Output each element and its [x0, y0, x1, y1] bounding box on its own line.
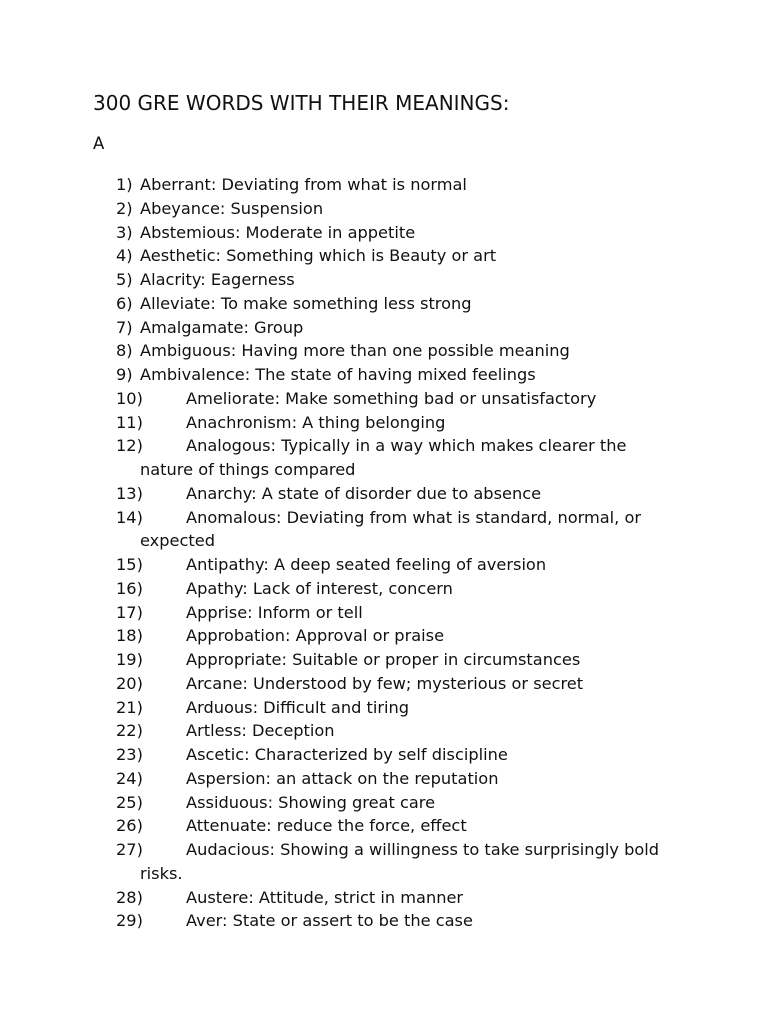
list-item [0, 292, 768, 316]
item-text: Aesthetic: Something which is Beauty or art [140, 246, 497, 266]
list-item [0, 173, 768, 197]
item-number: 23) [116, 745, 143, 764]
item-text: Abstemious: Moderate in appetite [140, 222, 416, 242]
list-item [0, 553, 768, 577]
item-number: 9) [116, 365, 133, 384]
item-number: 14) [116, 507, 143, 527]
item-text: Ambivalence: The state of having mixed feelings [140, 365, 536, 384]
list-item [0, 696, 768, 720]
item-number: 28) [116, 887, 143, 907]
item-text: Arcane: Understood by few; mysterious or secret [186, 673, 584, 693]
document-title: 300 GRE WORDS WITH THEIR MEANINGS: [93, 91, 510, 115]
list-item [0, 221, 768, 245]
section-heading: A [93, 134, 105, 153]
item-number: 25) [116, 792, 143, 812]
item-number: 10) [116, 388, 143, 408]
item-number: 4) [116, 246, 133, 266]
item-text: Ambiguous: Having more than one possible meaning [140, 341, 570, 361]
list-item [0, 339, 768, 363]
item-text: Ascetic: Characterized by self discipline [186, 745, 508, 764]
item-text: Austere: Attitude, strict in manner [186, 887, 464, 907]
item-text: Aberrant: Deviating from what is normal [140, 175, 467, 194]
list-item [0, 316, 768, 340]
item-number: 16) [116, 578, 143, 598]
list-item [0, 411, 768, 435]
item-number: 11) [116, 412, 143, 432]
item-number: 26) [116, 816, 143, 836]
list-item [0, 909, 768, 933]
list-item [0, 387, 768, 411]
item-text: Aver: State or assert to be the case [186, 911, 473, 931]
item-text: Apathy: Lack of interest, concern [186, 578, 453, 598]
item-number: 29) [116, 911, 143, 931]
list-item [0, 719, 768, 743]
item-number: 18) [116, 626, 143, 646]
item-text: Abeyance: Suspension [140, 198, 324, 218]
item-text: Alleviate: To make something less strong [140, 293, 472, 313]
item-text: Arduous: Difficult and tiring [186, 697, 410, 717]
item-text: Assiduous: Showing great care [186, 792, 436, 812]
item-number: 12) [116, 436, 143, 456]
list-item [0, 624, 768, 648]
item-text: Ameliorate: Make something bad or unsatisfactory [186, 388, 597, 408]
item-text: Aspersion: an attack on the reputation [186, 768, 499, 788]
item-text: Appropriate: Suitable or proper in circumstances [186, 650, 581, 669]
list-item [0, 506, 768, 554]
item-number: 20) [116, 673, 143, 693]
item-text: Apprise: Inform or tell [186, 602, 363, 622]
item-text: Analogous: Typically in a way which makes clearer the nature of things compared [140, 436, 627, 479]
item-text: Artless: Deception [186, 721, 335, 741]
item-number: 2) [116, 198, 133, 218]
list-item [0, 672, 768, 696]
item-number: 6) [116, 293, 133, 313]
item-text: Anarchy: A state of disorder due to absence [186, 483, 542, 503]
item-text: Antipathy: A deep seated feeling of aversion [186, 555, 547, 574]
item-text: Amalgamate: Group [140, 317, 304, 337]
item-number: 3) [116, 222, 133, 242]
list-item [0, 791, 768, 815]
word-list [0, 173, 768, 933]
list-item [0, 767, 768, 791]
item-number: 24) [116, 768, 143, 788]
item-number: 21) [116, 697, 143, 717]
item-text: Approbation: Approval or praise [186, 626, 445, 646]
item-number: 17) [116, 602, 143, 622]
list-item [0, 648, 768, 672]
item-text: Audacious: Showing a willingness to take surprisingly bold risks. [140, 840, 660, 883]
item-text: Anomalous: Deviating from what is standard, normal, or expected [140, 507, 642, 551]
list-item [0, 577, 768, 601]
list-item [0, 601, 768, 625]
list-item [0, 268, 768, 292]
list-item [0, 482, 768, 506]
list-item [0, 886, 768, 910]
list-item [0, 743, 768, 767]
list-item [0, 363, 768, 387]
list-item [0, 814, 768, 838]
item-text: Anachronism: A thing belonging [186, 412, 446, 432]
list-item [0, 244, 768, 268]
item-number: 1) [116, 175, 133, 194]
item-text: Attenuate: reduce the force, effect [186, 816, 467, 836]
item-number: 27) [116, 840, 143, 859]
item-number: 5) [116, 270, 133, 289]
list-item [0, 434, 768, 482]
item-text: Alacrity: Eagerness [140, 270, 295, 289]
item-number: 7) [116, 317, 133, 337]
item-number: 13) [116, 483, 143, 503]
item-number: 15) [116, 555, 143, 574]
list-item [0, 197, 768, 221]
item-number: 8) [116, 341, 133, 361]
list-item [0, 838, 768, 886]
item-number: 19) [116, 650, 143, 669]
item-number: 22) [116, 721, 143, 741]
